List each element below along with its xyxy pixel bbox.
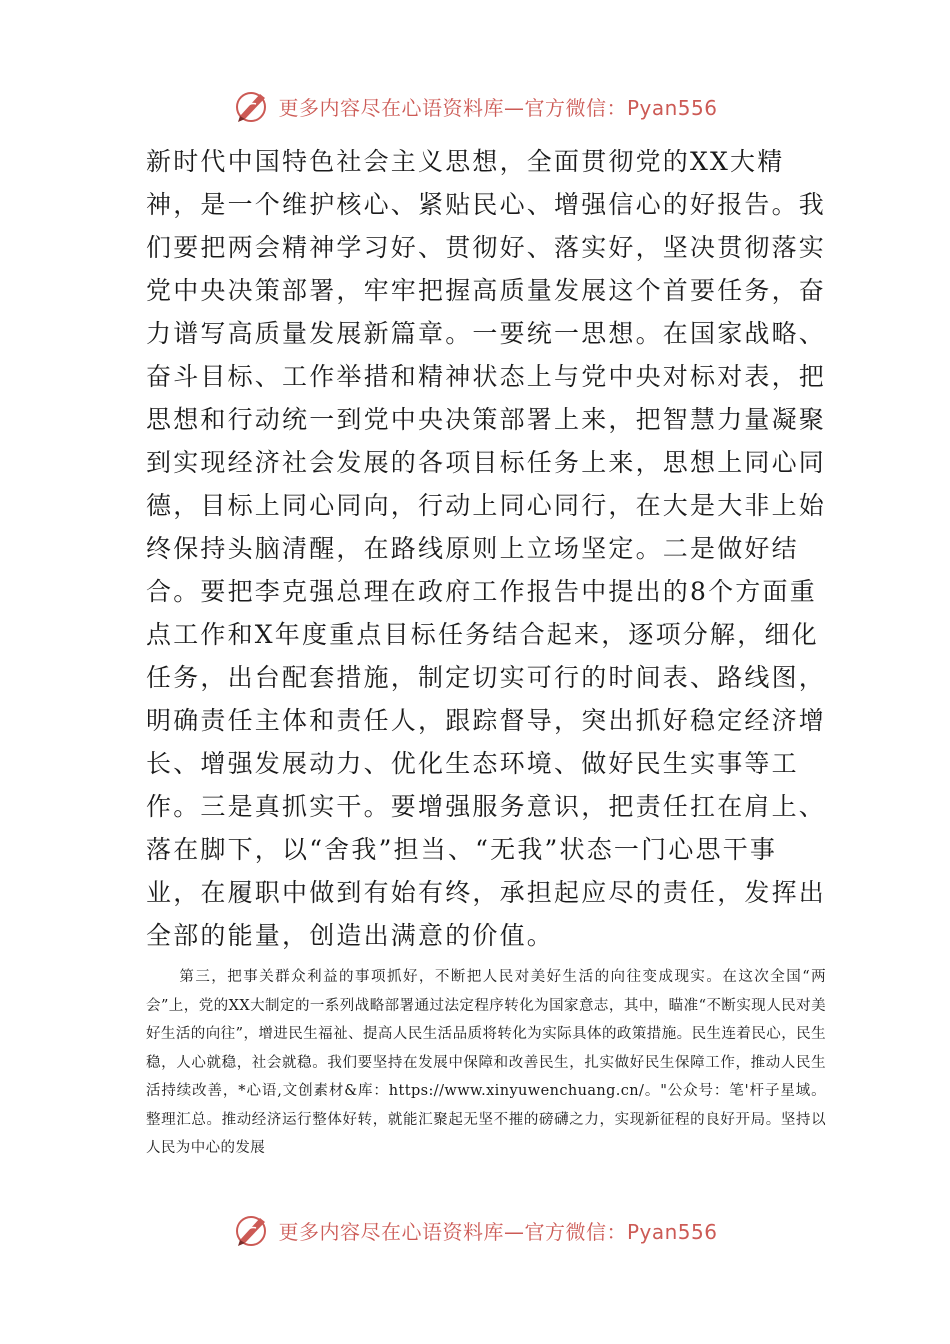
header-banner-text: 更多内容尽在心语资料库—官方微信：Pyan556 <box>278 95 718 120</box>
pen-logo-icon <box>232 86 272 126</box>
footer-banner-text: 更多内容尽在心语资料库—官方微信：Pyan556 <box>278 1219 718 1244</box>
footer-banner <box>0 1208 950 1252</box>
main-paragraph: 新时代中国特色社会主义思想，全面贯彻党的XX大精神，是一个维护核心、紧贴民心、增强信心的好报告。我们要把两会精神学习好、贯彻好、落实好，坚决贯彻落实党中央决策部署，牢牢把握高质量发展这个首要任务，奋力谱写高质量发展新篇章。一要统一思想。在国家战略、奋斗目标、工作举措和精神状态上与党中央对标对表，把思想和行动统一到党中央决策部署上来，把智慧力量凝聚到实现经济社会发展的各项目标任务上来，思想上同心同德，目标上同心同向，行动上同心同行，在大是大非上始终保持头脑清醒，在路线原则上立场坚定。二是做好结合。要把李克强总理在政府工作报告中提出的8个方面重点工作和X年度重点目标任务结合起来，逐项分解，细化任务，出台配套措施，制定切实可行的时间表、路线图，明确责任主体和责任人，跟踪督导，突出抓好稳定经济增长、增强发展动力、优化生态环境、做好民生实事等工作。三是真抓实干。要增强服务意识，把责任扛在肩上、落在脚下，以“舍我”担当、“无我”状态一门心思干事业，在履职中做到有始有终，承担起应尽的责任，发挥出全部的能量，创造出满意的价值。 <box>146 147 827 950</box>
document-body <box>146 140 826 1163</box>
pen-logo-icon <box>232 1210 272 1250</box>
header-banner <box>0 84 950 128</box>
second-paragraph: 第三，把事关群众利益的事项抓好，不断把人民对美好生活的向往变成现实。在这次全国“两会”上，党的XX大制定的一系列战略部署通过法定程序转化为国家意志，其中，瞄准“不断实现人民对美好生活的向往”，增进民生福祉、提高人民生活品质将转化为实际具体的政策措施。民生连着民心，民生稳，人心就稳，社会就稳。我们要坚持在发展中保障和改善民生，扎实做好民生保障工作，推动人民生活持续改善，*心语,文创素材&库：https://www.xinyuwenchuang.cn/。"公众号：笔'杆子星域。整理汇总。推动经济运行整体好转，就能汇聚起无坚不摧的磅礴之力，实现新征程的良好开局。坚持以人民为中心的发展 <box>146 969 826 1156</box>
